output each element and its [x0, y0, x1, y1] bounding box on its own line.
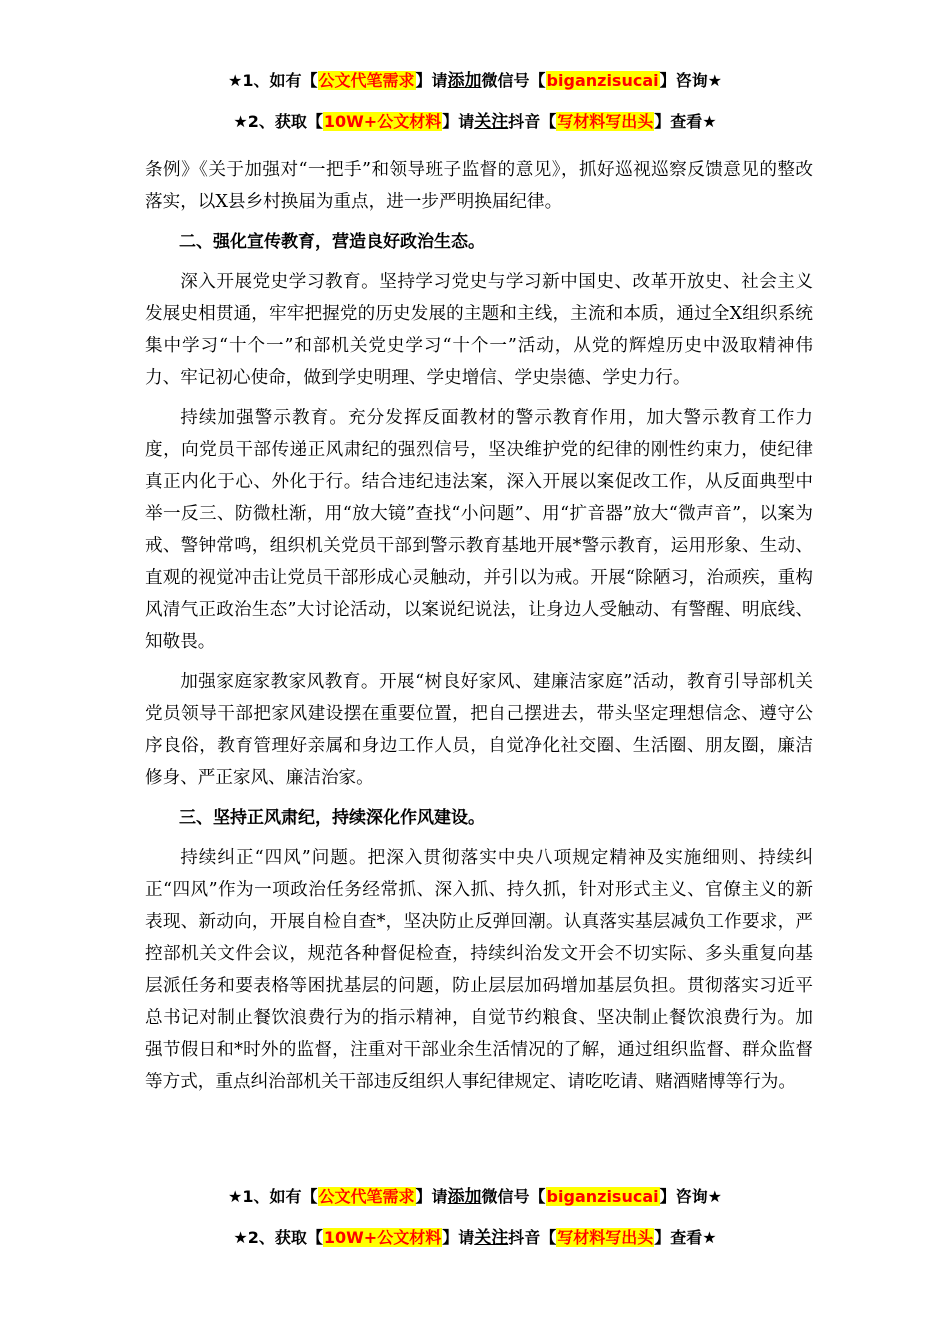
banner-highlight: 公文代笔需求	[318, 1187, 415, 1206]
banner-text: 微信号【	[481, 71, 546, 90]
paragraph-party-history: 深入开展党史学习教育。坚持学习党史与学习新中国史、改革开放史、社会主义发展史相贯通，牢牢把握党的历史发展的主题和主线，主流和本质，通过全X组织系统集中学习“十个一”和部机关党史学习“十个一”活动，从党的辉煌历史中汲取精神伟力、牢记初心使命，做到学史明理、学史增信、学史崇德、学史力行。	[145, 272, 813, 388]
banner-highlight: 10W+公文材料	[323, 112, 442, 131]
banner-emphasis: 关注	[474, 112, 509, 132]
banner-bottom-line-1	[0, 1185, 950, 1209]
section-heading-2: 二、强化宣传教育，营造良好政治生态。	[179, 232, 485, 252]
banner-text: 微信号【	[481, 1187, 546, 1206]
paragraph-continuation: 条例》《关于加强对“一把手”和领导班子监督的意见》，抓好巡视巡察反馈意见的整改落实，以X县乡村换届为重点，进一步严明换届纪律。	[145, 160, 813, 212]
document-body	[145, 154, 813, 1106]
banner-text: 】请	[415, 1187, 448, 1206]
banner-text: 抖音【	[508, 112, 557, 131]
banner-highlight: 写材料写出头	[557, 1228, 654, 1247]
paragraph-four-winds: 持续纠正“四风”问题。把深入贯彻落实中央八项规定精神及实施细则、持续纠正“四风”作为一项政治任务经常抓、深入抓、持久抓，针对形式主义、官僚主义的新表现、新动向，开展自检自查*，坚决防止反弹回潮。认真落实基层减负工作要求，严控部机关文件会议，规范各种督促检查，持续纠治发文开会不切实际、多头重复向基层派任务和要表格等困扰基层的问题，防止层层加码增加基层负担。贯彻落实习近平总书记对制止餐饮浪费行为的指示精神，自觉节约粮食、坚决制止餐饮浪费行为。加强节假日和*时外的监督，注重对干部业余生活情况的了解，通过组织监督、群众监督等方式，重点纠治部机关干部违反组织人事纪律规定、请吃吃请、赌酒赌博等行为。	[145, 848, 813, 1092]
banner-text: ★2、获取【	[233, 1228, 323, 1247]
banner-highlight: 写材料写出头	[557, 112, 654, 131]
banner-top-line-1	[0, 69, 950, 93]
banner-text: 】请	[415, 71, 448, 90]
banner-text: 】查看★	[654, 1228, 717, 1247]
section-heading-3: 三、坚持正风肃纪，持续深化作风建设。	[179, 808, 485, 828]
banner-text: 】请	[442, 112, 475, 131]
banner-text: ★2、获取【	[233, 112, 323, 131]
banner-emphasis: 添加	[447, 71, 482, 91]
paragraph-family-education: 加强家庭家教家风教育。开展“树良好家风、建廉洁家庭”活动，教育引导部机关党员领导干部把家风建设摆在重要位置，把自己摆进去，带头坚定理想信念、遵守公序良俗，教育管理好亲属和身边工作人员，自觉净化社交圈、生活圈、朋友圈，廉洁修身、严正家风、廉洁治家。	[145, 672, 813, 788]
banner-emphasis: 添加	[447, 1187, 482, 1207]
banner-top-line-2	[0, 110, 950, 134]
banner-highlight: biganzisucai	[546, 71, 659, 90]
banner-text: 抖音【	[508, 1228, 557, 1247]
banner-bottom-line-2	[0, 1226, 950, 1250]
banner-highlight: biganzisucai	[546, 1187, 659, 1206]
banner-emphasis: 关注	[474, 1228, 509, 1248]
banner-highlight: 10W+公文材料	[323, 1228, 442, 1247]
banner-text: ★1、如有【	[228, 71, 318, 90]
banner-text: 】咨询★	[659, 71, 722, 90]
paragraph-warning-education: 持续加强警示教育。充分发挥反面教材的警示教育作用，加大警示教育工作力度，向党员干部传递正风肃纪的强烈信号，坚决维护党的纪律的刚性约束力，使纪律真正内化于心、外化于行。结合违纪违法案，深入开展以案促改工作，从反面典型中举一反三、防微杜渐，用“放大镜”查找“小问题”、用“扩音器”放大“微声音”，以案为戒、警钟常鸣，组织机关党员干部到警示教育基地开展*警示教育，运用形象、生动、直观的视觉冲击让党员干部形成心灵触动，并引以为戒。开展“除陋习，治顽疾，重构风清气正政治生态”大讨论活动，以案说纪说法，让身边人受触动、有警醒、明底线、知敬畏。	[145, 408, 813, 652]
banner-text: ★1、如有【	[228, 1187, 318, 1206]
banner-text: 】查看★	[654, 112, 717, 131]
banner-highlight: 公文代笔需求	[318, 71, 415, 90]
banner-text: 】咨询★	[659, 1187, 722, 1206]
banner-text: 】请	[442, 1228, 475, 1247]
